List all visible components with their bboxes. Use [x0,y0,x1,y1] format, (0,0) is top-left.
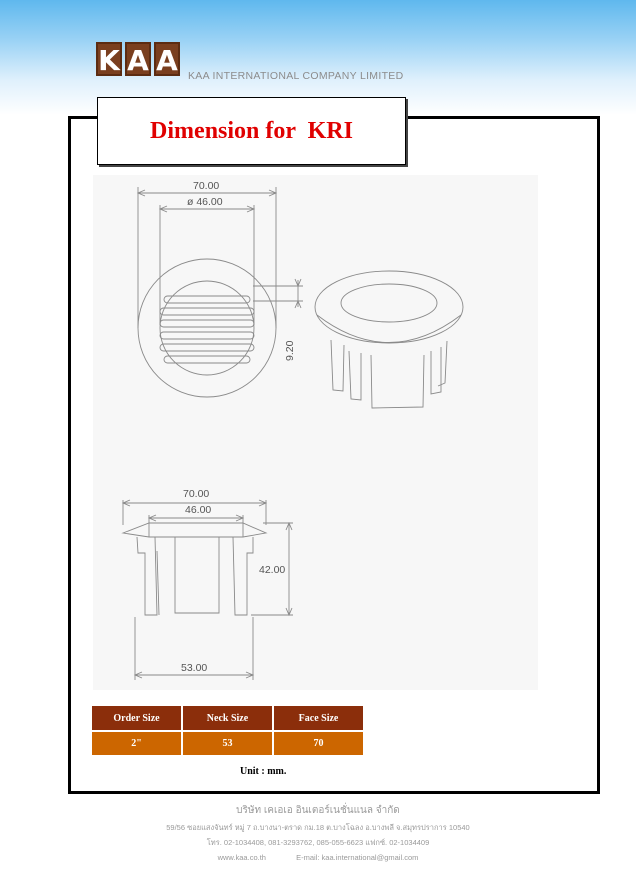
company-logo [96,42,183,76]
table-header-row [92,706,363,732]
value-face-size: 70 [274,732,363,755]
table-row [92,732,363,755]
top-view-outer-dimension: 70.00 [193,180,220,192]
unit-label: Unit : mm. [240,766,287,777]
top-view-slot-dimension: 9.20 [284,340,296,361]
footer-email-link[interactable]: E-mail: kaa.international@gmail.com [296,853,419,862]
header-face-size: Face Size [274,706,363,732]
logo-letter-k: K [96,42,122,76]
value-neck-size: 53 [183,732,272,755]
footer-phone: โทร. 02-1034408, 081-3293762, 085-055-6623 แฟกซ์. 02-1034409 [206,838,430,847]
logo-letter-a1: A [125,42,151,76]
value-order-size: 2" [92,732,181,755]
footer-address: 59/56 ซอยแสงจันทร์ หมู่ 7 ถ.บางนา-ตราด กม.18 ต.บางโฉลง อ.บางพลี จ.สมุทรปราการ 10540 [166,823,470,832]
side-view-height-dimension: 42.00 [259,564,286,576]
company-name: KAA INTERNATIONAL COMPANY LIMITED [188,70,404,82]
spec-table [90,706,365,755]
technical-drawing [93,175,538,690]
top-view-inner-dimension: ø 46.00 [187,196,223,208]
footer-web-link[interactable]: www.kaa.co.th [217,853,266,862]
side-view-outer-dimension: 70.00 [183,488,210,500]
header-order-size: Order Size [92,706,181,732]
footer-contact [0,853,636,862]
side-view-base-dimension: 53.00 [181,662,208,674]
header-neck-size: Neck Size [183,706,272,732]
page-title: Dimension for KRI [150,117,353,144]
logo-letter-a2: A [154,42,180,76]
title-box [97,97,406,165]
footer-thai-name: บริษัท เคเอเอ อินเตอร์เนชั่นแนล จำกัด [236,805,400,816]
side-view-neck-dimension: 46.00 [185,504,212,516]
